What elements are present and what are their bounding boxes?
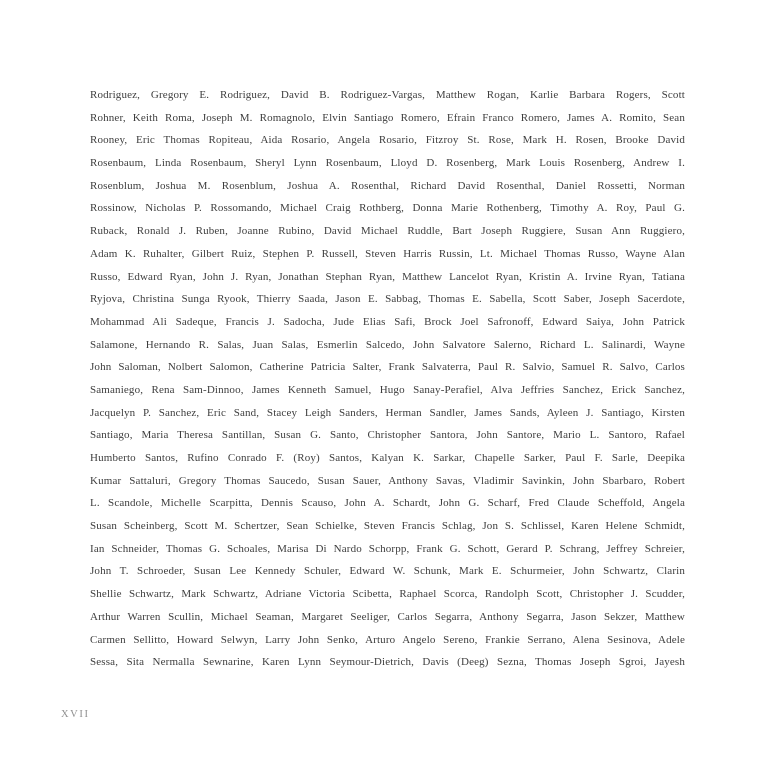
names-line: Kumar Sattaluri, Gregory Thomas Saucedo, Susan Sauer, Anthony Savas, Vladimir Savinkin, John Sbarbaro, Robert [90, 474, 685, 487]
names-line: Salamone, Hernando R. Salas, Juan Salas, Esmerlin Salcedo, John Salvatore Salerno, Richard L. Salinardi, Wayne [90, 338, 685, 351]
names-line: Ryjova, Christina Sunga Ryook, Thierry Saada, Jason E. Sabbag, Thomas E. Sabella, Scott Saber, Joseph Sacerdote, [90, 293, 685, 306]
names-line: L. Scandole, Michelle Scarpitta, Dennis Scauso, John A. Schardt, John G. Scharf, Fred Claude Scheffold, Angela [90, 497, 685, 510]
names-line: Ian Schneider, Thomas G. Schoales, Marisa Di Nardo Schorpp, Frank G. Schott, Gerard P. Schrang, Jeffrey Schreier, [90, 542, 685, 555]
names-line: Susan Scheinberg, Scott M. Schertzer, Sean Schielke, Steven Francis Schlag, Jon S. Schlissel, Karen Helene Schmidt, [90, 520, 685, 533]
names-line: Rosenblum, Joshua M. Rosenblum, Joshua A. Rosenthal, Richard David Rosenthal, Daniel Rossetti, Norman [90, 179, 685, 192]
names-line: John T. Schroeder, Susan Lee Kennedy Schuler, Edward W. Schunk, Mark E. Schurmeier, John Schwartz, Clarin [90, 565, 685, 578]
names-line: Sessa, Sita Nermalla Sewnarine, Karen Lynn Seymour-Dietrich, Davis (Deeg) Sezna, Thomas Joseph Sgroi, Jayesh [90, 656, 685, 669]
names-line: Arthur Warren Scullin, Michael Seaman, Margaret Seeliger, Carlos Segarra, Anthony Segarra, Jason Sekzer, Matthew [90, 610, 685, 623]
names-line: Jacquelyn P. Sanchez, Eric Sand, Stacey Leigh Sanders, Herman Sandler, James Sands, Ayleen J. Santiago, Kirsten [90, 406, 685, 419]
names-line: Rosenbaum, Linda Rosenbaum, Sheryl Lynn Rosenbaum, Lloyd D. Rosenberg, Mark Louis Rosenberg, Andrew I. [90, 157, 685, 170]
names-line: Humberto Santos, Rufino Conrado F. (Roy) Santos, Kalyan K. Sarkar, Chapelle Sarker, Paul F. Sarle, Deepika [90, 452, 685, 464]
names-line: Rohner, Keith Roma, Joseph M. Romagnolo, Elvin Santiago Romero, Efrain Franco Romero, James A. Romito, Sean [90, 111, 685, 124]
names-line: Rodriguez, Gregory E. Rodriguez, David B. Rodriguez-Vargas, Matthew Rogan, Karlie Barbara Rogers, Scott [90, 89, 685, 101]
names-line: Adam K. Ruhalter, Gilbert Ruiz, Stephen P. Russell, Steven Harris Russin, Lt. Michael Thomas Russo, Wayne Alan [90, 247, 685, 260]
names-line: Mohammad Ali Sadeque, Francis J. Sadocha, Jude Elias Safi, Brock Joel Safronoff, Edward Saiya, John Patrick [90, 315, 685, 328]
names-line: Rossinow, Nicholas P. Rossomando, Michael Craig Rothberg, Donna Marie Rothenberg, Timothy A. Roy, Paul G. [90, 202, 685, 215]
names-line: Shellie Schwartz, Mark Schwartz, Adriane Victoria Scibetta, Raphael Scorca, Randolph Scott, Christopher J. Scudder, [90, 588, 685, 601]
names-line: Samaniego, Rena Sam-Dinnoo, James Kenneth Samuel, Hugo Sanay-Perafiel, Alva Jeffries Sanchez, Erick Sanchez, [90, 383, 685, 396]
names-line: Russo, Edward Ryan, John J. Ryan, Jonathan Stephan Ryan, Matthew Lancelot Ryan, Kristin A. Irvine Ryan, Tatiana [90, 270, 685, 283]
names-line: Carmen Sellitto, Howard Selwyn, Larry John Senko, Arturo Angelo Sereno, Frankie Serrano, Alena Sesinova, Adele [90, 633, 685, 646]
names-line: John Saloman, Nolbert Salomon, Catherine Patricia Salter, Frank Salvaterra, Paul R. Salvio, Samuel R. Salvo, Carlos [90, 361, 685, 374]
names-line: Rooney, Eric Thomas Ropiteau, Aida Rosario, Angela Rosario, Fitzroy St. Rose, Mark H. Rosen, Brooke David [90, 134, 685, 147]
page-number: XVII [61, 709, 90, 720]
names-line: Ruback, Ronald J. Ruben, Joanne Rubino, David Michael Ruddle, Bart Joseph Ruggiere, Susan Ann Ruggiero, [90, 225, 685, 238]
names-text-block [90, 84, 685, 674]
names-line: Santiago, Maria Theresa Santillan, Susan G. Santo, Christopher Santora, John Santore, Mario L. Santoro, Rafael [90, 429, 685, 442]
